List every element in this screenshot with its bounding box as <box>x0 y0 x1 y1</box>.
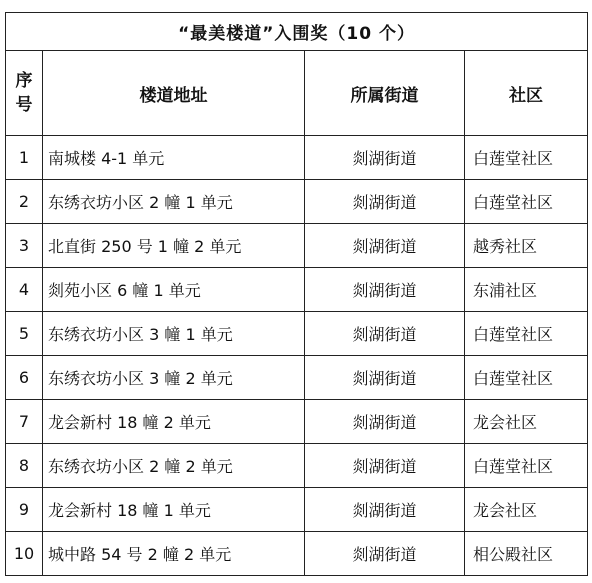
table-row <box>6 400 588 444</box>
table-row <box>6 488 588 532</box>
cell-community: 白莲堂社区 <box>465 312 588 356</box>
cell-community: 相公殿社区 <box>465 532 588 576</box>
cell-community: 白莲堂社区 <box>465 180 588 224</box>
cell-community: 龙会社区 <box>465 488 588 532</box>
cell-seq: 10 <box>6 532 43 576</box>
header-community: 社区 <box>465 51 588 136</box>
cell-address: 龙会新村 18 幢 2 单元 <box>43 400 305 444</box>
table-row <box>6 356 588 400</box>
cell-seq: 4 <box>6 268 43 312</box>
table-row <box>6 136 588 180</box>
cell-address: 北直街 250 号 1 幢 2 单元 <box>43 224 305 268</box>
header-street: 所属街道 <box>305 51 465 136</box>
header-seq <box>6 51 43 136</box>
cell-community: 白莲堂社区 <box>465 356 588 400</box>
cell-community: 白莲堂社区 <box>465 136 588 180</box>
cell-street: 剡湖街道 <box>305 400 465 444</box>
cell-address: 东绣衣坊小区 3 幢 2 单元 <box>43 356 305 400</box>
cell-street: 剡湖街道 <box>305 532 465 576</box>
cell-seq: 5 <box>6 312 43 356</box>
table-row <box>6 532 588 576</box>
header-row <box>6 51 588 136</box>
cell-street: 剡湖街道 <box>305 444 465 488</box>
cell-community: 东浦社区 <box>465 268 588 312</box>
cell-street: 剡湖街道 <box>305 312 465 356</box>
cell-street: 剡湖街道 <box>305 136 465 180</box>
table-row <box>6 268 588 312</box>
cell-seq: 3 <box>6 224 43 268</box>
cell-address: 东绣衣坊小区 2 幢 1 单元 <box>43 180 305 224</box>
cell-community: 越秀社区 <box>465 224 588 268</box>
table-row <box>6 312 588 356</box>
cell-address: 东绣衣坊小区 3 幢 1 单元 <box>43 312 305 356</box>
cell-street: 剡湖街道 <box>305 488 465 532</box>
cell-street: 剡湖街道 <box>305 224 465 268</box>
cell-street: 剡湖街道 <box>305 356 465 400</box>
cell-seq: 8 <box>6 444 43 488</box>
table-row <box>6 224 588 268</box>
cell-address: 剡苑小区 6 幢 1 单元 <box>43 268 305 312</box>
table-row <box>6 444 588 488</box>
cell-address: 城中路 54 号 2 幢 2 单元 <box>43 532 305 576</box>
cell-seq: 7 <box>6 400 43 444</box>
cell-community: 龙会社区 <box>465 400 588 444</box>
table-title: “最美楼道”入围奖（10 个） <box>6 13 588 51</box>
cell-address: 东绣衣坊小区 2 幢 2 单元 <box>43 444 305 488</box>
cell-community: 白莲堂社区 <box>465 444 588 488</box>
cell-seq: 1 <box>6 136 43 180</box>
cell-seq: 6 <box>6 356 43 400</box>
cell-address: 南城楼 4-1 单元 <box>43 136 305 180</box>
cell-street: 剡湖街道 <box>305 268 465 312</box>
cell-street: 剡湖街道 <box>305 180 465 224</box>
award-table <box>5 12 588 576</box>
cell-seq: 2 <box>6 180 43 224</box>
table-row <box>6 180 588 224</box>
header-address: 楼道地址 <box>43 51 305 136</box>
header-seq-label: 序号 <box>15 71 33 115</box>
cell-seq: 9 <box>6 488 43 532</box>
cell-address: 龙会新村 18 幢 1 单元 <box>43 488 305 532</box>
